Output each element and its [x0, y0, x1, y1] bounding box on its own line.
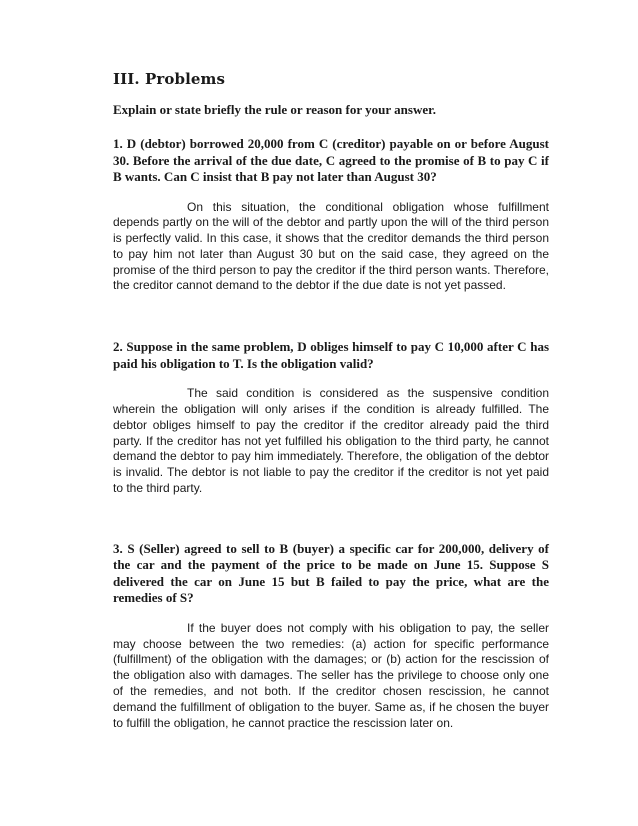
problem-3-answer: If the buyer does not comply with his obligation to pay, the seller may choose between the two remedies: (a) action for specific performance (fulfillment) of the obligation with the damages; or (b) action for the rescission of the obligation also with damages. The seller has the privilege to choose only one of the remedies, and not both. If the creditor chosen rescission, he cannot demand the fulfillment of obligation to the buyer. Same as, if he chosen the buyer to fulfill the obligation, he cannot practice the rescission later on. [113, 620, 549, 730]
problem-1-answer: On this situation, the conditional obligation whose fulfillment depends partly on the will of the debtor and partly upon the will of the third person is perfectly valid. In this case, it shows that the creditor demands the third person to pay him not later than August 30 but on the said case, they agreed on the promise of the third person to pay the creditor if the third person wants. Therefore, the creditor cannot demand to the debtor if the due date is not yet passed. [113, 199, 549, 293]
problem-3-question: 3. S (Seller) agreed to sell to B (buyer) a specific car for 200,000, delivery of the car and the payment of the price to be made on June 15. Suppose S delivered the car on June 15 but B failed to pay the price, what are the remedies of S? [113, 540, 549, 606]
problem-2-question: 2. Suppose in the same problem, D obliges himself to pay C 10,000 after C has paid his obligation to T. Is the obligation valid? [113, 339, 549, 371]
problem-3 [113, 541, 549, 732]
document-page [113, 70, 549, 731]
problem-2-answer: The said condition is considered as the suspensive condition wherein the obligation will only arises if the condition is already fulfilled. The debtor obliges himself to pay the creditor if the creditor already paid the third party. If the creditor has not yet fulfilled his obligation to the third party, he cannot demand the debtor to pay him immediately. Therefore, the obligation of the debtor is invalid. The debtor is not liable to pay the creditor if the creditor is not yet paid to the third party. [113, 386, 549, 496]
instruction-text: Explain or state briefly the rule or reason for your answer. [113, 102, 436, 117]
problem-1 [113, 136, 549, 294]
problem-1-question: 1. D (debtor) borrowed 20,000 from C (creditor) payable on or before August 30. Before the arrival of the due date, C agreed to the promise of B to pay C if B wants. Can C insist that B pay not later than August 30? [113, 136, 549, 184]
problem-2 [113, 339, 549, 497]
section-title: III. Problems [113, 70, 226, 88]
